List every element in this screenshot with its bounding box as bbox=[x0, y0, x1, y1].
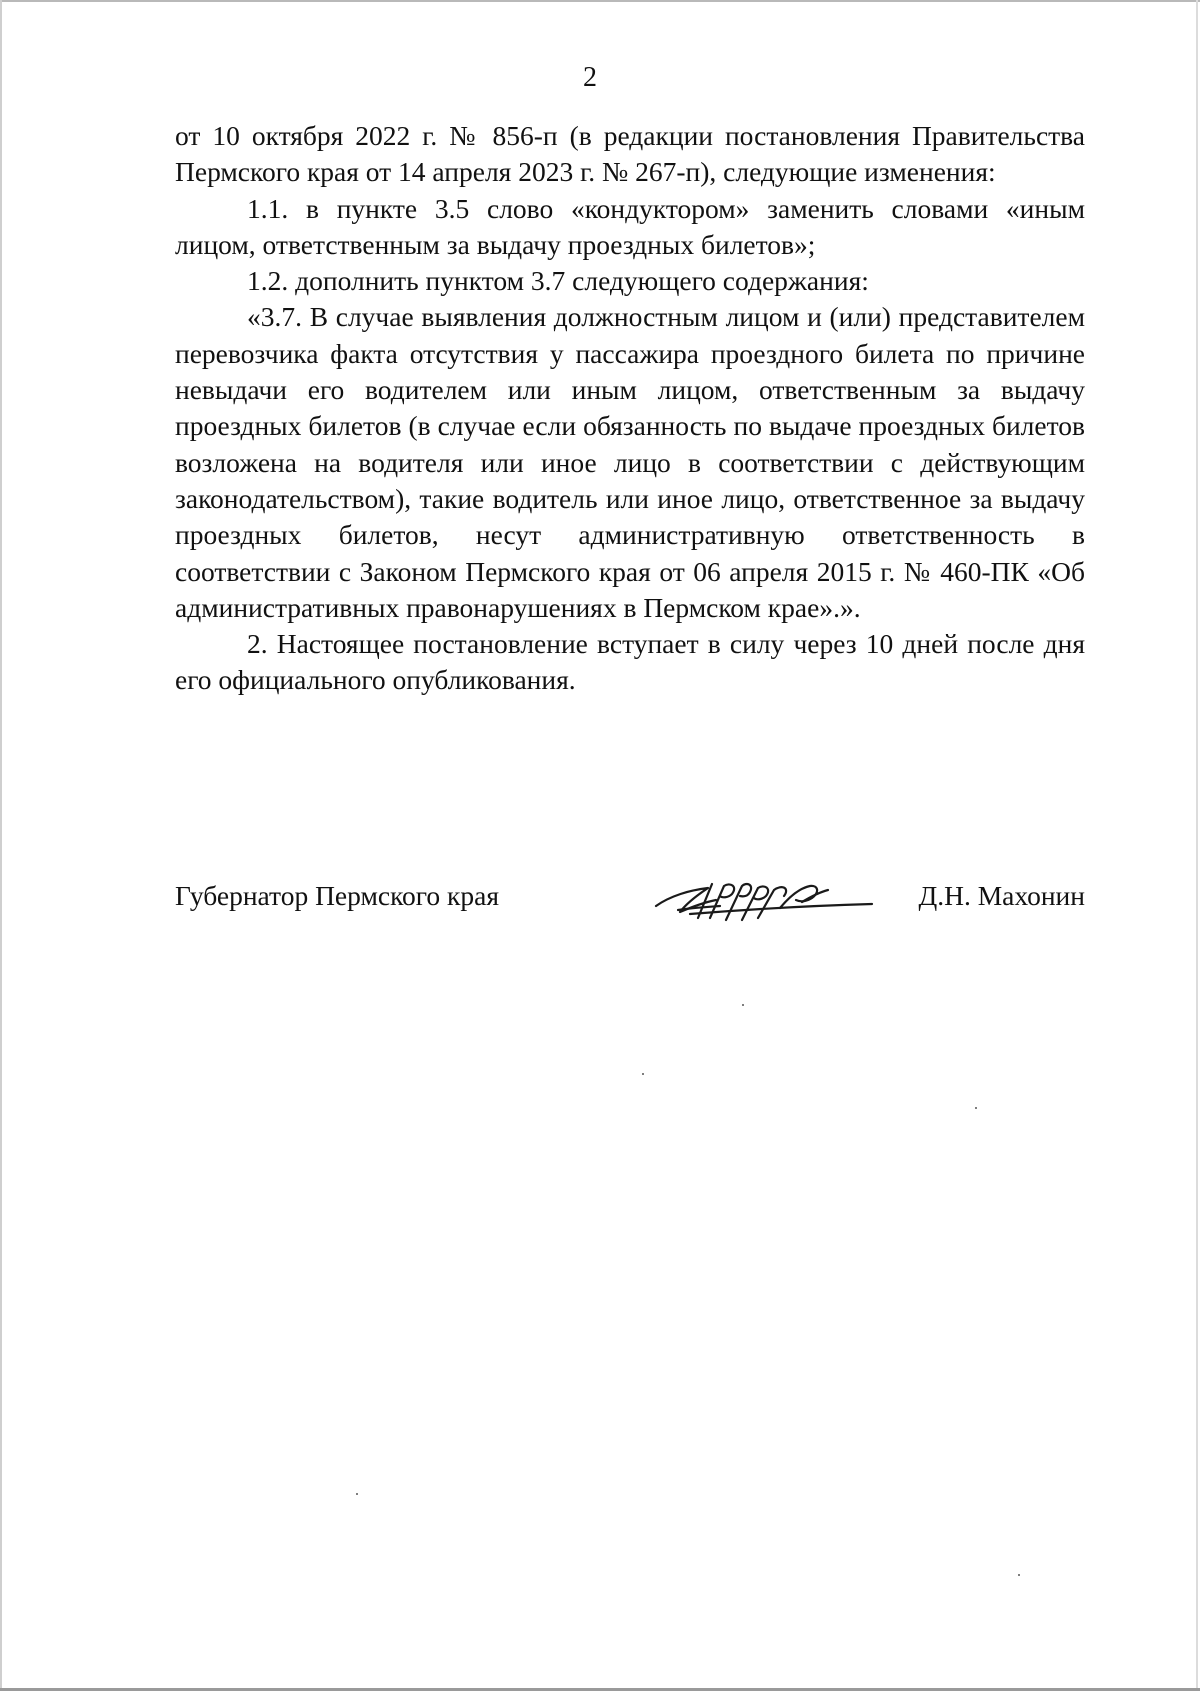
paragraph-item-2: 2. Настоящее постановление вступает в силу через 10 дней после дня его официального опубликования. bbox=[175, 628, 1085, 696]
document-body bbox=[175, 118, 1085, 699]
signer-name: Д.Н. Махонин bbox=[918, 880, 1085, 911]
scan-speck bbox=[742, 1004, 744, 1006]
scan-edge-right bbox=[1196, 0, 1198, 1691]
scan-speck bbox=[356, 1493, 358, 1495]
handwritten-signature bbox=[650, 866, 880, 930]
scan-edge-top bbox=[0, 0, 1200, 2]
scan-speck bbox=[975, 1107, 977, 1109]
paragraph-continuation: от 10 октября 2022 г. № 856-п (в редакции постановления Правительства Пермского края от 14 апреля 2023 г. № 267-п), следующие изменения: bbox=[175, 120, 1085, 188]
signer-title: Губернатор Пермского края bbox=[175, 880, 499, 911]
paragraph-item-1-1: 1.1. в пункте 3.5 слово «кондуктором» заменить словами «иным лицом, ответственным за выдачу проездных билетов»; bbox=[175, 192, 1085, 260]
scan-speck bbox=[1018, 1574, 1020, 1576]
page-number: 2 bbox=[583, 62, 597, 93]
scan-edge-left bbox=[0, 0, 2, 1691]
paragraph-clause-3-7: «3.7. В случае выявления должностным лицом и (или) представителем перевозчика факта отсутствия у пассажира проездного билета по причине невыдачи его водителем или иным лицом, ответственным за выдачу проездных билетов (в случае если обязанность по выдаче проездных билетов возложена на водителя или иное лицо в соответствии с действующим законодательством), такие водитель или иное лицо, ответственное за выдачу проездных билетов, несут административную ответственность в соответствии с Законом Пермского края от 06 апреля 2015 г. № 460-ПК «Об административных правонарушениях в Пермском крае».». bbox=[175, 301, 1085, 623]
paragraph-item-1-2: 1.2. дополнить пунктом 3.7 следующего содержания: bbox=[247, 265, 869, 297]
signature-block bbox=[175, 878, 1085, 938]
scan-speck bbox=[642, 1073, 644, 1075]
